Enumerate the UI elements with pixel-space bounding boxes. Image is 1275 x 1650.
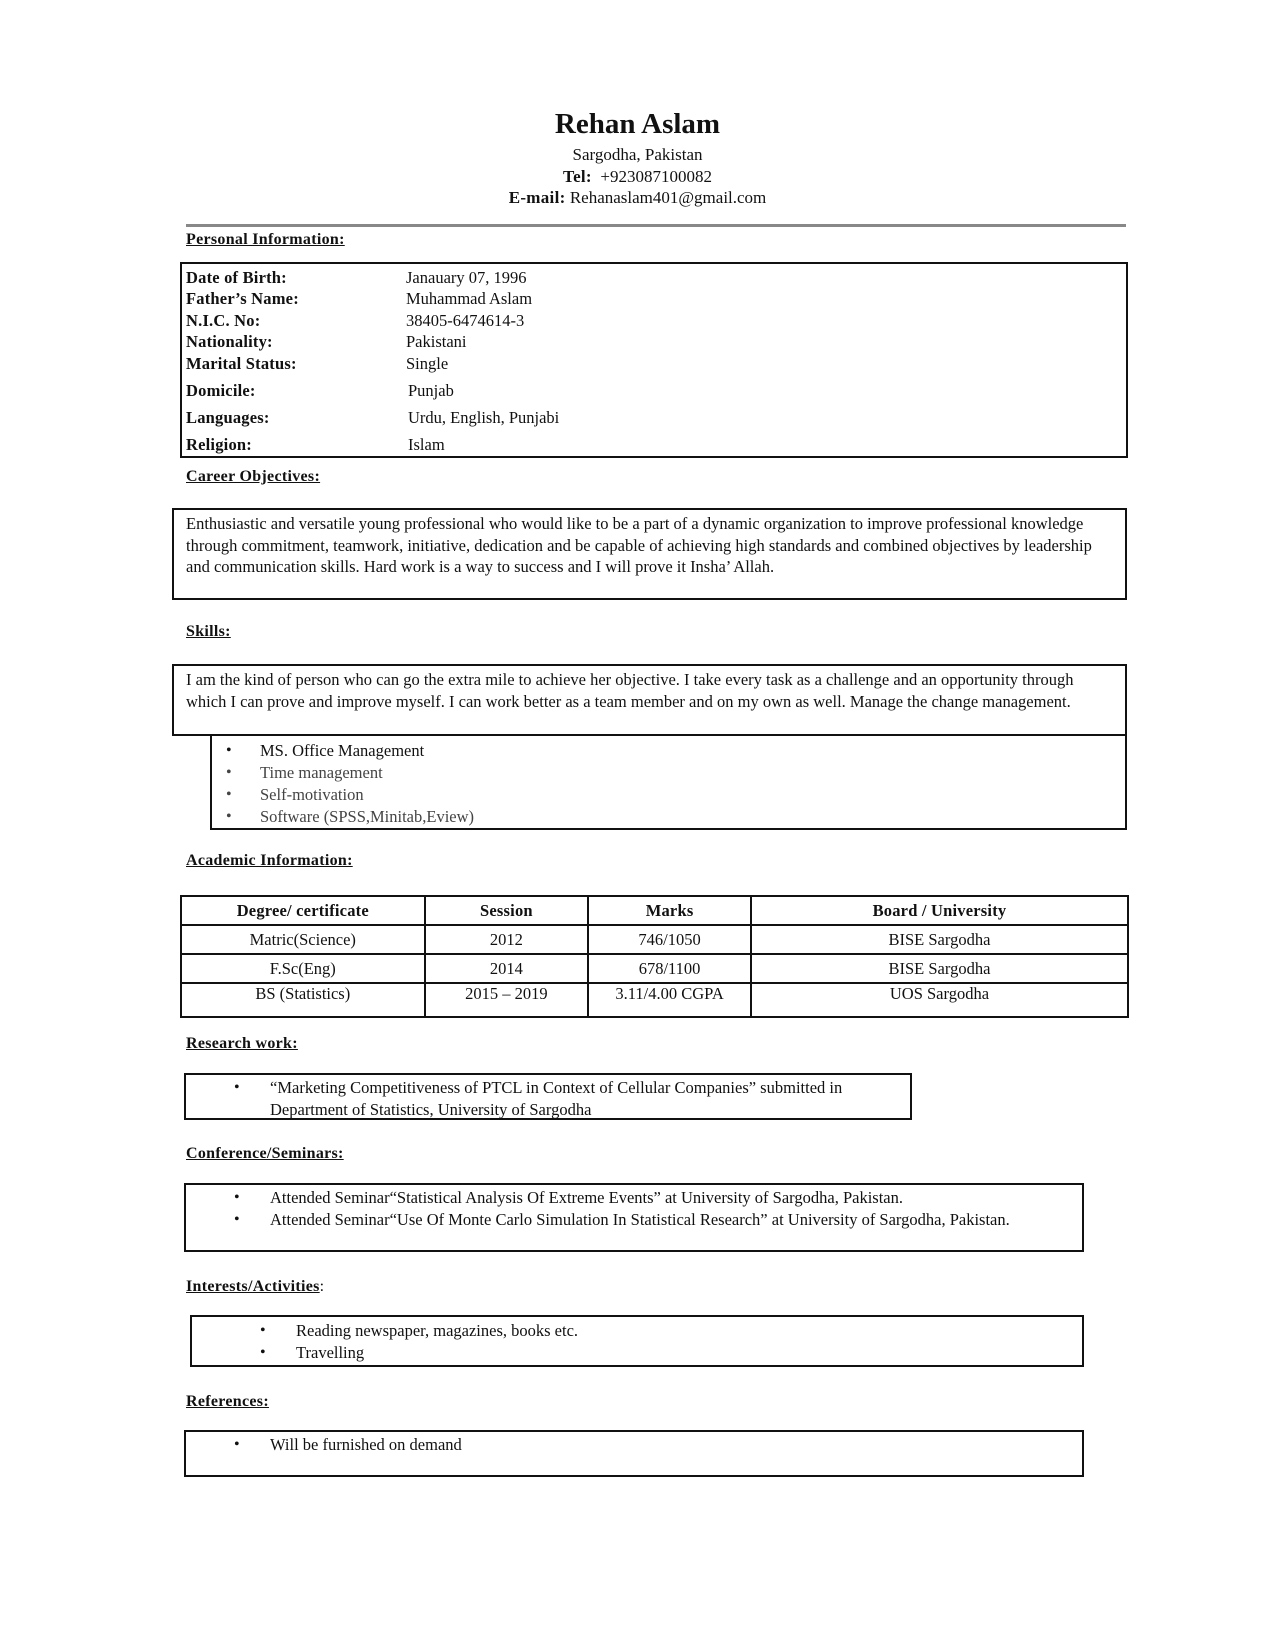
skill-item (212, 762, 1112, 784)
bullet-icon: • (226, 764, 232, 781)
column-header: Board / University (751, 896, 1128, 925)
personal-label: N.I.C. No: (186, 311, 261, 330)
interests-box (190, 1315, 1084, 1367)
table-cell: BS (Statistics) (181, 983, 425, 1017)
personal-label: Nationality: (186, 332, 273, 351)
header-divider (186, 224, 1126, 227)
personal-value: Islam (408, 435, 445, 454)
bullet-icon: • (226, 742, 232, 759)
table-cell: Matric(Science) (181, 925, 425, 954)
references-heading: References: (186, 1393, 269, 1410)
skill-text: Time management (260, 763, 383, 782)
cv-name: Rehan Aslam (554, 108, 721, 140)
personal-info-heading: Personal Information: (186, 231, 345, 248)
column-header: Session (425, 896, 589, 925)
skills-heading: Skills: (186, 623, 231, 640)
academic-table (180, 895, 1129, 1018)
conference-item (186, 1209, 1066, 1231)
table-row (181, 954, 1128, 983)
bullet-icon: • (226, 808, 232, 825)
personal-label: Languages: (186, 408, 270, 427)
interest-text: Reading newspaper, magazines, books etc. (296, 1321, 579, 1340)
skills-text: I am the kind of person who can go the extra mile to achieve her objective. I take every task as a challenge and an opportunity through which I can prove and improve myself. I can work better as a team member and on my own as well. Manage the change management. (186, 670, 1074, 711)
conference-box (184, 1183, 1084, 1252)
career-box (172, 508, 1127, 600)
table-cell: BISE Sargodha (751, 925, 1128, 954)
conference-text: Attended Seminar“Use Of Monte Carlo Simulation In Statistical Research” at University of Sargodha, Pakistan. (270, 1210, 1010, 1229)
personal-label: Marital Status: (186, 354, 297, 373)
table-cell: 678/1100 (588, 954, 751, 983)
conference-list (186, 1187, 1066, 1231)
email-value: Rehanaslam401@gmail.com (569, 188, 767, 207)
phone-value: +923087100082 (600, 167, 712, 186)
personal-value: Janauary 07, 1996 (406, 268, 527, 287)
table-cell: 2014 (425, 954, 589, 983)
bullet-icon: • (260, 1344, 266, 1361)
interests-heading: Interests/Activities (186, 1278, 320, 1295)
table-row (181, 925, 1128, 954)
bullet-icon: • (234, 1211, 240, 1228)
bullet-icon: • (234, 1436, 240, 1453)
academic-heading: Academic Information: (186, 852, 353, 869)
email-line (0, 188, 1275, 208)
interest-item (192, 1320, 1062, 1342)
personal-label: Religion: (186, 435, 252, 454)
research-heading: Research work: (186, 1035, 298, 1052)
references-list (186, 1434, 1066, 1456)
location: Sargodha, Pakistan (572, 145, 703, 164)
personal-value: Single (406, 354, 449, 373)
personal-value: Pakistani (406, 332, 467, 351)
table-cell: UOS Sargodha (751, 983, 1128, 1017)
email-label: E-mail: (508, 188, 566, 207)
reference-text: Will be furnished on demand (270, 1435, 462, 1454)
conference-heading: Conference/Seminars: (186, 1145, 344, 1162)
bullet-icon: • (234, 1189, 240, 1206)
skill-item (212, 784, 1112, 806)
personal-value: 38405-6474614-3 (406, 311, 525, 330)
skill-text: Software (SPSS,Minitab,Eview) (260, 807, 475, 826)
personal-label: Father’s Name: (186, 289, 299, 308)
bullet-icon: • (226, 786, 232, 803)
research-list (186, 1077, 886, 1121)
personal-value: Muhammad Aslam (406, 289, 533, 308)
bullet-icon: • (260, 1322, 266, 1339)
personal-info-box (180, 262, 1128, 458)
skills-box (172, 664, 1127, 736)
table-cell: F.Sc(Eng) (181, 954, 425, 983)
research-text: “Marketing Competitiveness of PTCL in Context of Cellular Companies” submitted in Department of Statistics, University of Sargodha (270, 1078, 843, 1119)
phone-line (0, 167, 1275, 187)
interest-text: Travelling (296, 1343, 365, 1362)
skill-text: MS. Office Management (260, 741, 425, 760)
table-cell: 2012 (425, 925, 589, 954)
column-header: Degree/ certificate (181, 896, 425, 925)
interests-colon: : (319, 1278, 325, 1295)
personal-label: Domicile: (186, 381, 256, 400)
skills-list (212, 740, 1112, 828)
bullet-icon: • (234, 1079, 240, 1096)
skill-text: Self-motivation (260, 785, 364, 804)
phone-label: Tel: (562, 167, 592, 186)
career-heading: Career Objectives: (186, 468, 321, 485)
conference-text: Attended Seminar“Statistical Analysis Of Extreme Events” at University of Sargodha, Pakistan. (270, 1188, 903, 1207)
personal-value: Punjab (408, 381, 454, 400)
research-item (186, 1077, 886, 1121)
table-cell: 3.11/4.00 CGPA (588, 983, 751, 1017)
table-cell: 2015 – 2019 (425, 983, 589, 1017)
table-cell: 746/1050 (588, 925, 751, 954)
interests-heading-line (186, 1278, 324, 1296)
research-box (184, 1073, 912, 1120)
career-text: Enthusiastic and versatile young professional who would like to be a part of a dynamic organization to improve professional knowledge through commitment, teamwork, initiative, dedication and be capable of achieving high standards and combined objectives by leadership and communication skills. Hard work is a way to success and I will prove it Insha’ Allah. (186, 514, 1092, 576)
skill-item (212, 740, 1112, 762)
interests-list (192, 1320, 1062, 1364)
table-row (181, 983, 1128, 1017)
skills-list-box (210, 734, 1127, 830)
reference-item (186, 1434, 1066, 1456)
personal-label: Date of Birth: (186, 268, 287, 287)
table-cell: BISE Sargodha (751, 954, 1128, 983)
column-header: Marks (588, 896, 751, 925)
references-box (184, 1430, 1084, 1477)
personal-value: Urdu, English, Punjabi (408, 408, 560, 427)
table-header-row (181, 896, 1128, 925)
conference-item (186, 1187, 1066, 1209)
interest-item (192, 1342, 1062, 1364)
skill-item (212, 806, 1112, 828)
